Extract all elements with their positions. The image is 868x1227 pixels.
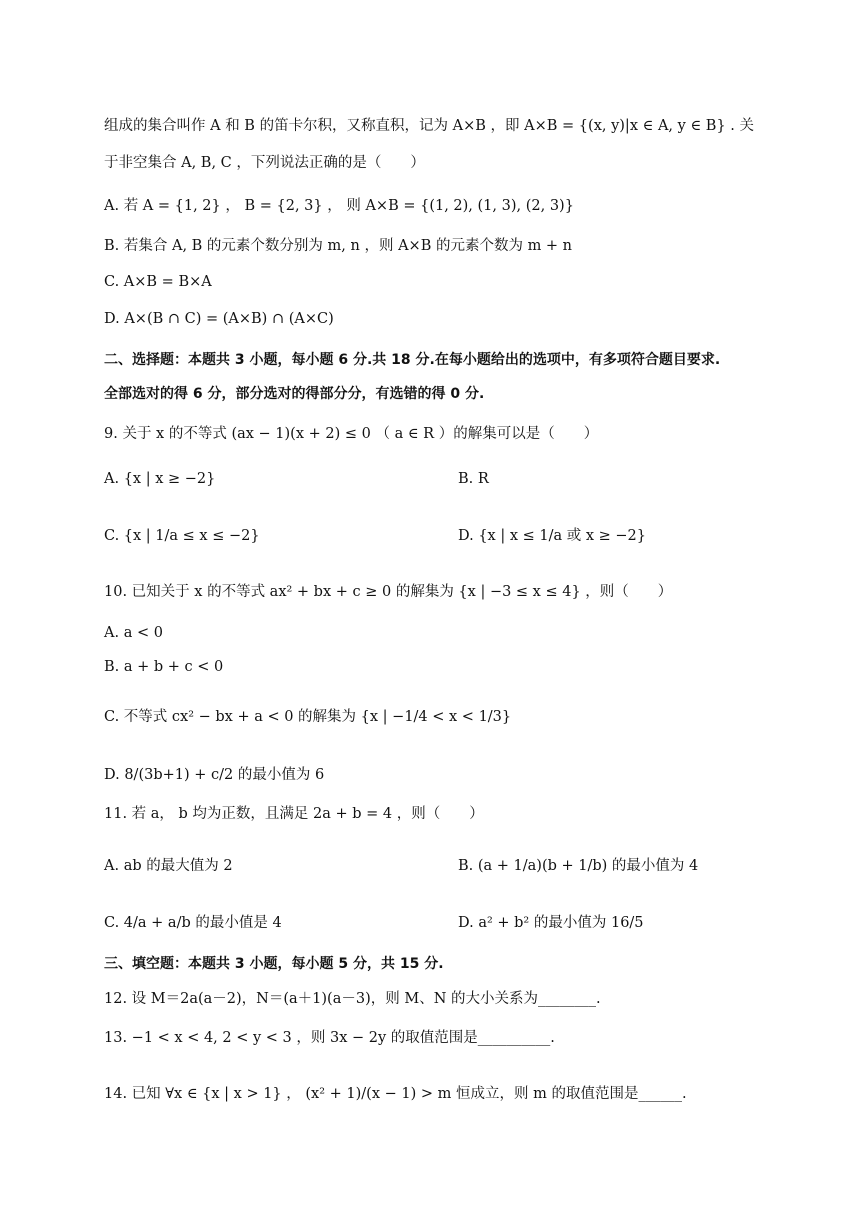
section-3-heading: 三、填空题：本题共 3 小题，每小题 5 分，共 15 分.: [104, 956, 444, 972]
question-10-stem: 10. 已知关于 x 的不等式 ax² + bx + c ≥ 0 的解集为 {x | −3 ≤ x ≤ 4} ，则（ ）: [104, 584, 673, 600]
question-10-option-a: A. a < 0: [104, 625, 163, 641]
section-2-heading: 二、选择题：本题共 3 小题，每小题 6 分.共 18 分.在每小题给出的选项中，有多项符合题目要求.: [104, 352, 721, 368]
question-8-option-d: D. A×(B ∩ C) = (A×B) ∩ (A×C): [104, 311, 334, 327]
section-2-instructions: 全部选对的得 6 分，部分选对的得部分分，有选错的得 0 分.: [104, 386, 485, 402]
question-13: 13. −1 < x < 4, 2 < y < 3 ，则 3x − 2y 的取值范围是__________.: [104, 1030, 555, 1046]
question-8-stem-line-1: 组成的集合叫作 A 和 B 的笛卡尔积，又称直积，记为 A×B ，即 A×B = {(x, y)|x ∈ A, y ∈ B} . 关: [104, 118, 754, 134]
question-9-option-c: C. {x | 1/a ≤ x ≤ −2}: [104, 528, 260, 544]
question-9-option-a: A. {x | x ≥ −2}: [104, 471, 216, 487]
question-11-option-c: C. 4/a + a/b 的最小值是 4: [104, 915, 282, 931]
question-10-option-c: C. 不等式 cx² − bx + a < 0 的解集为 {x | −1/4 < x < 1/3}: [104, 709, 512, 725]
question-10-option-d: D. 8/(3b+1) + c/2 的最小值为 6: [104, 767, 325, 783]
question-9-option-d: D. {x | x ≤ 1/a 或 x ≥ −2}: [458, 528, 646, 544]
question-11-option-b: B. (a + 1/a)(b + 1/b) 的最小值为 4: [458, 858, 699, 874]
question-14: 14. 已知 ∀x ∈ {x | x > 1} ， (x² + 1)/(x − 1) > m 恒成立，则 m 的取值范围是______.: [104, 1086, 687, 1102]
question-12: 12. 设 M＝2a(a－2)，N＝(a＋1)(a－3)，则 M、N 的大小关系为________.: [104, 991, 601, 1007]
question-11-stem: 11. 若 a， b 均为正数，且满足 2a + b = 4 ，则（ ）: [104, 806, 484, 822]
question-11-option-a: A. ab 的最大值为 2: [104, 858, 233, 874]
question-9-stem: 9. 关于 x 的不等式 (ax − 1)(x + 2) ≤ 0 （ a ∈ R ）的解集可以是（ ）: [104, 426, 599, 442]
question-8-stem-line-2: 于非空集合 A, B, C ，下列说法正确的是（ ）: [104, 155, 425, 171]
question-8-option-a: A. 若 A = {1, 2} ， B = {2, 3} ， 则 A×B = {(1, 2), (1, 3), (2, 3)}: [104, 198, 574, 214]
question-8-option-b: B. 若集合 A, B 的元素个数分别为 m, n ，则 A×B 的元素个数为 m + n: [104, 238, 573, 254]
question-11-option-d: D. a² + b² 的最小值为 16/5: [458, 915, 644, 931]
question-10-option-b: B. a + b + c < 0: [104, 659, 224, 675]
question-9-option-b: B. R: [458, 471, 489, 487]
question-8-option-c: C. A×B = B×A: [104, 274, 212, 290]
